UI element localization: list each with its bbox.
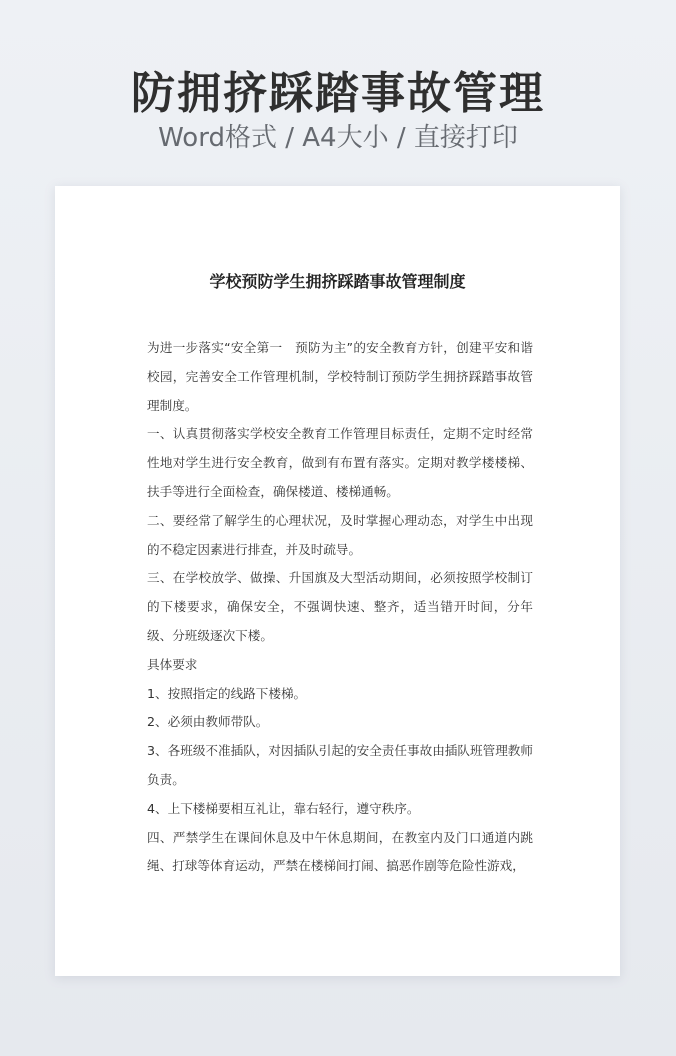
requirement-2: 2、必须由教师带队。: [147, 714, 269, 730]
document-body: [147, 334, 533, 881]
paragraph-item-3: 三、在学校放学、做操、升国旗及大型活动期间，必须按照学校制订的下楼要求，确保安全，不强调快速、整齐，适当错开时间，分年级、分班级逐次下楼。: [147, 570, 533, 643]
paragraph-item-2: 二、要经常了解学生的心理状况，及时掌握心理动态，对学生中出现的不稳定因素进行排查，并及时疏导。: [147, 512, 533, 557]
banner-title: 防拥挤踩踏事故管理: [131, 68, 545, 119]
requirement-4: 4、上下楼梯要相互礼让，靠右轻行，遵守秩序。: [147, 800, 420, 816]
paragraph-item-4: 四、严禁学生在课间休息及中午休息期间，在教室内及门口通道内跳绳、打球等体育运动，严禁在楼梯间打闹、搞恶作剧等危险性游戏，: [147, 829, 533, 874]
paragraph-intro: 为进一步落实“安全第一 预防为主”的安全教育方针，创建平安和谐校园，完善安全工作管理机制，学校特制订预防学生拥挤踩踏事故管理制度。: [147, 340, 533, 413]
requirement-1: 1、按照指定的线路下楼梯。: [147, 685, 307, 701]
banner-subtitle: Word格式 / A4大小 / 直接打印: [158, 123, 518, 153]
section-heading-requirements: 具体要求: [147, 656, 198, 672]
requirement-3: 3、各班级不准插队，对因插队引起的安全责任事故由插队班管理教师负责。: [147, 743, 533, 787]
paragraph-item-1: 一、认真贯彻落实学校安全教育工作管理目标责任，定期不定时经常性地对学生进行安全教育，做到有布置有落实。定期对教学楼楼梯、扶手等进行全面检查，确保楼道、楼梯通畅。: [147, 426, 533, 499]
document-title: 学校预防学生拥挤踩踏事故管理制度: [209, 272, 466, 291]
document-page: [55, 186, 620, 976]
